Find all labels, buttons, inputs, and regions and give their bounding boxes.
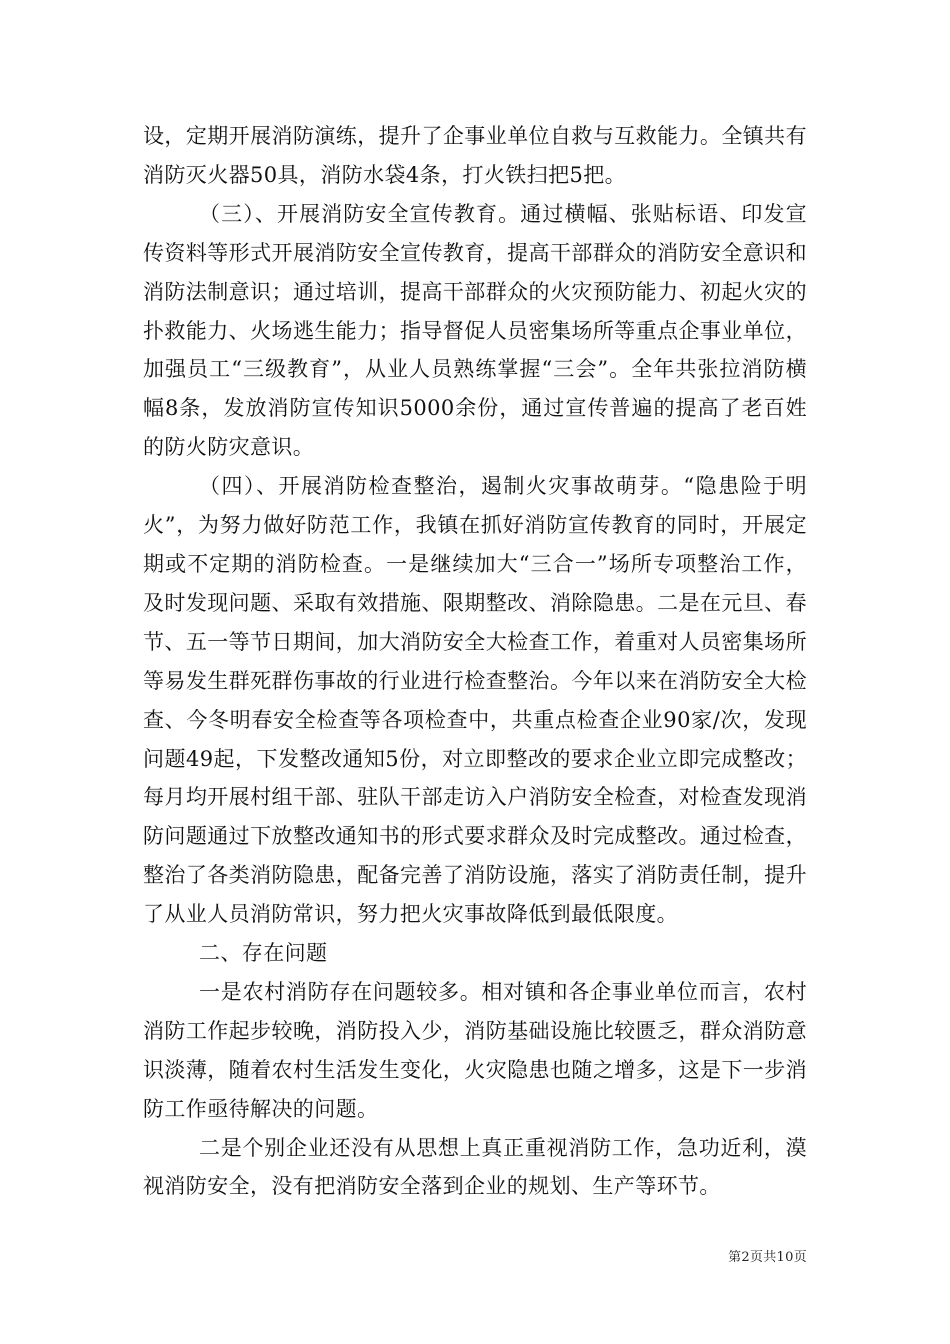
paragraph-section-3: （三）、开展消防安全宣传教育。通过横幅、张贴标语、印发宣传资料等形式开展消防安全宣传教育，提高干部群众的消防安全意识和消防法制意识；通过培训，提高干部群众的火灾预防能力、初起火灾的扑救能力、火场逃生能力；指导督促人员密集场所等重点企事业单位，加强员工“三级教育”，从业人员熟练掌握“三会”。全年共张拉消防横幅8条，发放消防宣传知识5000余份，通过宣传普遍的提高了老百姓的防火防灾意识。 [143, 201, 807, 460]
page-number: 第2页共10页 [728, 1250, 807, 1265]
paragraph-continuation: 设，定期开展消防演练，提升了企事业单位自救与互救能力。全镇共有消防灭火器50具，消防水袋4条，打火铁扫把5把。 [143, 124, 807, 187]
paragraph-problem-2: 二是个别企业还没有从思想上真正重视消防工作，急功近利，漠视消防安全，没有把消防安全落到企业的规划、生产等环节。 [143, 1135, 807, 1199]
paragraph-problem-1: 一是农村消防存在问题较多。相对镇和各企事业单位而言，农村消防工作起步较晚，消防投入少，消防基础设施比较匮乏，群众消防意识淡薄，随着农村生活发生变化，火灾隐患也随之增多，这是下一步消防工作亟待解决的问题。 [143, 979, 807, 1121]
paragraph-section-4: （四）、开展消防检查整治，遏制火灾事故萌芽。“隐患险于明火”，为努力做好防范工作，我镇在抓好消防宣传教育的同时，开展定期或不定期的消防检查。一是继续加大“三合一”场所专项整治工作，及时发现问题、采取有效措施、限期整改、消除隐患。二是在元旦、春节、五一等节日期间，加大消防安全大检查工作，着重对人员密集场所等易发生群死群伤事故的行业进行检查整治。今年以来在消防安全大检查、今冬明春安全检查等各项检查中，共重点检查企业90家/次，发现问题49起，下发整改通知5份，对立即整改的要求企业立即完成整改；每月均开展村组干部、驻队干部走访入户消防安全检查，对检查发现消防问题通过下放整改通知书的形式要求群众及时完成整改。通过检查，整治了各类消防隐患，配备完善了消防设施，落实了消防责任制，提升了从业人员消防常识，努力把火灾事故降低到最低限度。 [143, 474, 807, 927]
section-heading-problems: 二、存在问题 [199, 941, 328, 966]
document-body [143, 117, 807, 1206]
